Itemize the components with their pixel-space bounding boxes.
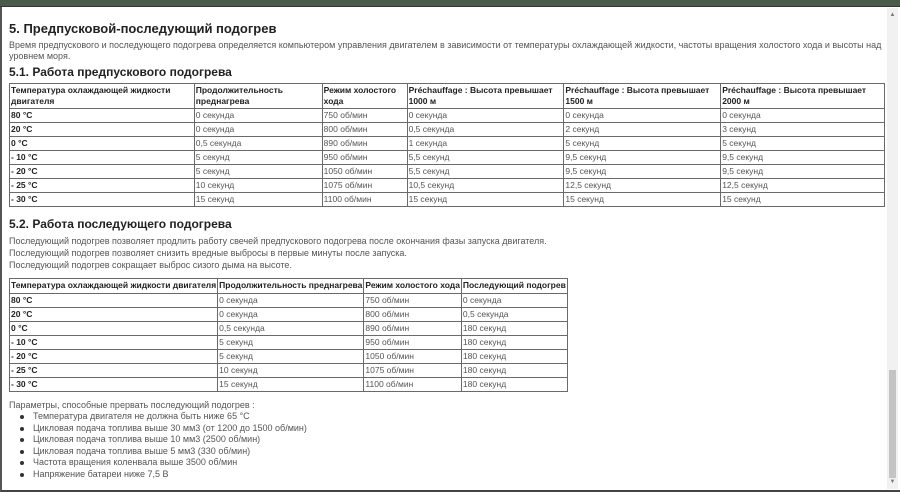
table-cell: 9,5 секунд: [564, 151, 721, 165]
table-cell: 890 об/мин: [322, 137, 407, 151]
temperature-cell: 0 °C: [10, 137, 195, 151]
temperature-cell: - 20 °C: [10, 350, 218, 364]
bullet-icon: [20, 473, 24, 477]
table-row: [10, 151, 885, 165]
temperature-cell: 20 °C: [10, 308, 218, 322]
table-cell: 10 секунд: [218, 364, 364, 378]
column-header: Продолжительность преднагрева: [194, 84, 322, 109]
table-cell: 15 секунд: [218, 378, 364, 392]
table-cell: 5 секунд: [194, 165, 322, 179]
table-cell: 0,5 секунда: [194, 137, 322, 151]
postheat-table: [9, 278, 568, 392]
list-item-text: Частота вращения коленвала выше 3500 об/мин: [33, 457, 238, 467]
table-cell: 180 секунд: [461, 378, 567, 392]
document-content: [9, 21, 882, 480]
list-item: [33, 434, 879, 446]
window-top-bar: [0, 0, 900, 7]
scrollbar-thumb[interactable]: [889, 370, 896, 478]
table-cell: 10 секунд: [194, 179, 322, 193]
temperature-cell: - 25 °C: [10, 179, 195, 193]
temperature-cell: - 25 °C: [10, 364, 218, 378]
table-row: [10, 364, 568, 378]
table-cell: 9,5 секунд: [721, 165, 885, 179]
list-item: [33, 469, 879, 481]
table-row: [10, 137, 885, 151]
scroll-down-arrow-icon[interactable]: ▼: [889, 479, 896, 485]
table-cell: 3 секунд: [721, 123, 885, 137]
temperature-cell: - 30 °C: [10, 378, 218, 392]
table-cell: 0 секунда: [194, 123, 322, 137]
table-cell: 10,5 секунд: [407, 179, 564, 193]
table-cell: 1100 об/мин: [322, 193, 407, 207]
table-cell: 15 секунд: [194, 193, 322, 207]
preheat-table: [9, 83, 885, 207]
table-cell: 1 секунда: [407, 137, 564, 151]
table-row: [10, 336, 568, 350]
list-item: [33, 423, 879, 435]
temperature-cell: - 10 °C: [10, 336, 218, 350]
table-row: [10, 308, 568, 322]
table-cell: 5 секунд: [721, 137, 885, 151]
column-header: Préchauffage : Высота превышает 2000 м: [721, 84, 885, 109]
table-row: [10, 123, 885, 137]
bullet-icon: [20, 427, 24, 431]
table-cell: 0,5 секунда: [218, 322, 364, 336]
temperature-cell: - 20 °C: [10, 165, 195, 179]
column-header: Последующий подогрев: [461, 279, 567, 294]
column-header: Температура охлаждающей жидкости двигателя: [10, 279, 218, 294]
table-cell: 5 секунд: [218, 350, 364, 364]
list-item: [33, 411, 879, 423]
list-item: [33, 457, 879, 469]
bullet-icon: [20, 450, 24, 454]
table-cell: 180 секунд: [461, 350, 567, 364]
document-frame: [0, 7, 900, 492]
temperature-cell: 80 °C: [10, 109, 195, 123]
table-cell: 180 секунд: [461, 364, 567, 378]
bullet-icon: [20, 415, 24, 419]
table-cell: 0 секунда: [564, 109, 721, 123]
table-cell: 1050 об/мин: [364, 350, 462, 364]
table-header-row: [10, 84, 885, 109]
table-cell: 5 секунд: [564, 137, 721, 151]
table-cell: 15 секунд: [407, 193, 564, 207]
temperature-cell: 0 °C: [10, 322, 218, 336]
table-cell: 0 секунда: [461, 294, 567, 308]
table-cell: 890 об/мин: [364, 322, 462, 336]
list-item: [33, 446, 879, 458]
table-cell: 800 об/мин: [322, 123, 407, 137]
scroll-up-arrow-icon[interactable]: ▲: [889, 12, 896, 18]
list-item-text: Температура двигателя не должна быть ниже 65 °C: [33, 411, 250, 421]
table-cell: 950 об/мин: [364, 336, 462, 350]
table-cell: 0 секунда: [218, 294, 364, 308]
section-title: 5. Предпусковой-последующий подогрев: [9, 21, 277, 36]
bullet-icon: [20, 438, 24, 442]
table-cell: 0 секунда: [194, 109, 322, 123]
bullet-icon: [20, 461, 24, 465]
table-cell: 15 секунд: [564, 193, 721, 207]
table-cell: 12,5 секунд: [721, 179, 885, 193]
table-cell: 1100 об/мин: [364, 378, 462, 392]
table-cell: 0,5 секунда: [407, 123, 564, 137]
table-cell: 1075 об/мин: [364, 364, 462, 378]
temperature-cell: - 10 °C: [10, 151, 195, 165]
list-item-text: Напряжение батареи ниже 7,5 В: [33, 468, 169, 479]
table-cell: 180 секунд: [461, 336, 567, 350]
table-cell: 9,5 секунд: [564, 165, 721, 179]
table-cell: 800 об/мин: [364, 308, 462, 322]
table-cell: 1075 об/мин: [322, 179, 407, 193]
table-cell: 0 секунда: [218, 308, 364, 322]
table-cell: 750 об/мин: [364, 294, 462, 308]
column-header: Режим холостого хода: [322, 84, 407, 109]
table-cell: 5,5 секунд: [407, 151, 564, 165]
table-cell: 180 секунд: [461, 322, 567, 336]
vertical-scrollbar[interactable]: [887, 8, 898, 489]
table-cell: 0,5 секунда: [461, 308, 567, 322]
table-row: [10, 179, 885, 193]
column-header: Температура охлаждающей жидкости двигателя: [10, 84, 195, 109]
temperature-cell: - 30 °C: [10, 193, 195, 207]
column-header: Préchauffage : Высота превышает 1000 м: [407, 84, 564, 109]
preheat-title: 5.1. Работа предпускового подогрева: [9, 65, 232, 79]
table-row: [10, 378, 568, 392]
note-line: Последующий подогрев позволяет продлить работу свечей предпускового подогрева после окончания фазы запуска двигателя.: [9, 236, 547, 246]
postheat-notes: [9, 235, 879, 271]
table-row: [10, 294, 568, 308]
table-row: [10, 109, 885, 123]
column-header: Préchauffage : Высота превышает 1500 м: [564, 84, 721, 109]
params-list: [9, 411, 879, 480]
table-cell: 0 секунда: [407, 109, 564, 123]
temperature-cell: 20 °C: [10, 123, 195, 137]
table-row: [10, 193, 885, 207]
list-item-text: Цикловая подача топлива выше 5 мм3 (330 об/мин): [33, 445, 251, 456]
list-item-text: Цикловая подача топлива выше 30 мм3 (от 1200 до 1500 об/мин): [33, 422, 307, 433]
table-row: [10, 350, 568, 364]
table-cell: 750 об/мин: [322, 109, 407, 123]
params-title: Параметры, способные прервать последующий подогрев :: [9, 400, 255, 410]
note-line: Последующий подогрев сокращает выброс сизого дыма на высоте.: [9, 260, 292, 270]
table-cell: 9,5 секунд: [721, 151, 885, 165]
table-cell: 15 секунд: [721, 193, 885, 207]
table-cell: 5 секунд: [218, 336, 364, 350]
note-line: Последующий подогрев позволяет снизить вредные выбросы в первые минуты после запуска.: [9, 248, 407, 258]
table-cell: 12,5 секунд: [564, 179, 721, 193]
table-cell: 5,5 секунд: [407, 165, 564, 179]
column-header: Режим холостого хода: [364, 279, 462, 294]
table-cell: 1050 об/мин: [322, 165, 407, 179]
table-cell: 950 об/мин: [322, 151, 407, 165]
table-row: [10, 165, 885, 179]
section-intro: Время предпускового и последующего подогрева определяется компьютером управления двигателем в зависимости от температуры охлаждающей жидкости, частоты вращения холостого хода и высоты над уровнем моря.: [9, 40, 882, 61]
list-item-text: Цикловая подача топлива выше 10 мм3 (2500 об/мин): [33, 434, 261, 444]
table-cell: 5 секунд: [194, 151, 322, 165]
column-header: Продолжительность преднагрева: [218, 279, 364, 294]
temperature-cell: 80 °C: [10, 294, 218, 308]
table-cell: 2 секунд: [564, 123, 721, 137]
table-cell: 0 секунда: [721, 109, 885, 123]
postheat-title: 5.2. Работа последующего подогрева: [9, 217, 232, 231]
table-row: [10, 322, 568, 336]
table-header-row: [10, 279, 568, 294]
